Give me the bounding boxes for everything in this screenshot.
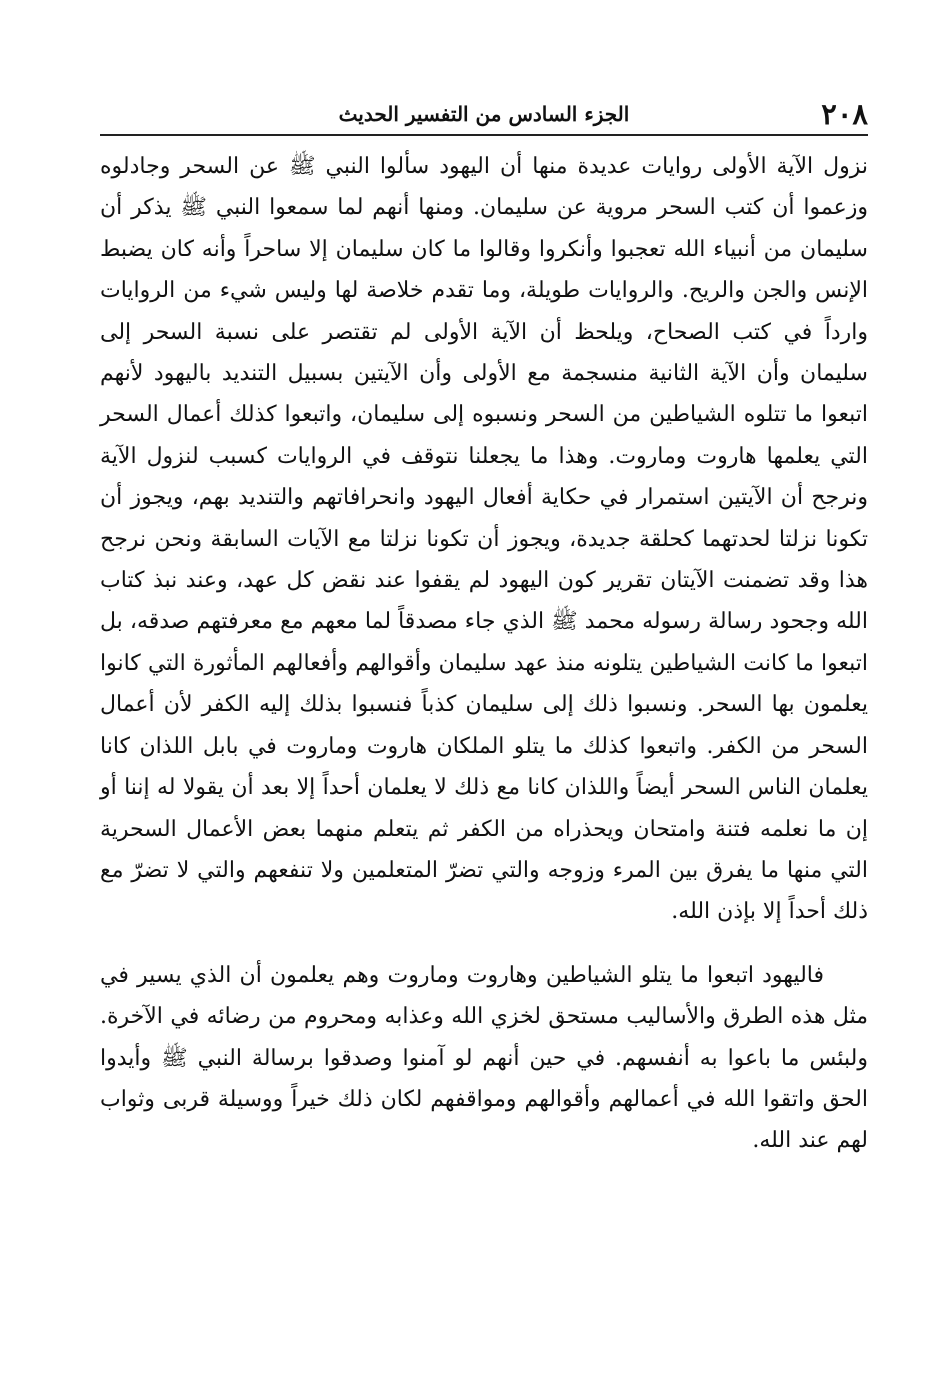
running-title: الجزء السادس من التفسير الحديث [338, 102, 630, 126]
body-text [100, 146, 868, 1162]
header-rule [100, 134, 868, 136]
page-header [100, 96, 868, 132]
page-number: ٢٠٨ [821, 97, 868, 131]
paragraph-2: فاليهود اتبعوا ما يتلو الشياطين وهاروت وماروت وهم يعلمون أن الذي يسير في مثل هذه الطرق والأساليب مستحق لخزي الله وعذابه ومحروم من رضائه في الآخرة. ولبئس ما باعوا به أنفسهم. في حين أنهم لو آمنوا وصدقوا برسالة النبي ﷺ وأيدوا الحق واتقوا الله في أعمالهم وأقوالهم ومواقفهم لكان ذلك خيراً ووسيلة قربى وثواب لهم عند الله. [100, 962, 868, 1154]
paragraph-1: نزول الآية الأولى روايات عديدة منها أن اليهود سألوا النبي ﷺ عن السحر وجادلوه وزعموا أن كتب السحر مروية عن سليمان. ومنها أنهم لما سمعوا النبي ﷺ يذكر أن سليمان من أنبياء الله تعجبوا وأنكروا وقالوا ما كان سليمان إلا ساحراً وأنه كان يضبط الإنس والجن والريح. والروايات طويلة، وما تقدم خلاصة لها وليس شيء من الروايات وارداً في كتب الصحاح، ويلحظ أن الآية الأولى لم تقتصر على نسبة السحر إلى سليمان وأن الآية الثانية منسجمة مع الأولى وأن الآيتين بسبيل التنديد باليهود لأنهم اتبعوا ما تتلوه الشياطين من السحر ونسبوه إلى سليمان، واتبعوا كذلك أعمال السحر التي يعلمها هاروت وماروت. وهذا ما يجعلنا نتوقف في الروايات كسبب لنزول الآية ونرجح أن الآيتين استمرار في حكاية أفعال اليهود وانحرافاتهم والتنديد بهم، ويجوز أن تكونا نزلتا لحدتهما كحلقة جديدة، ويجوز أن تكونا نزلتا مع الآيات السابقة ونحن نرجح هذا وقد تضمنت الآيتان تقرير كون اليهود لم يقفوا عند نقض كل عهد، وعند نبذ كتاب الله وجحود رسالة رسوله محمد ﷺ الذي جاء مصدقاً لما معهم مع معرفتهم صدقه، بل اتبعوا ما كانت الشياطين يتلونه منذ عهد سليمان وأقوالهم وأفعالهم المأثورة التي كانوا يعلمون بها السحر. ونسبوا ذلك إلى سليمان كذباً فنسبوا بذلك إليه الكفر لأن أعمال السحر من الكفر. واتبعوا كذلك ما يتلو الملكان هاروت وماروت في بابل اللذان كانا يعلمان الناس السحر أيضاً واللذان كانا مع ذلك لا يعلمان أحداً إلا بعد أن يقولا له إننا أو إن ما نعلمه فتنة وامتحان ويحذراه من الكفر ثم يتعلم منهما بعض الأعمال السحرية التي منها ما يفرق بين المرء وزوجه والتي تضرّ المتعلمين ولا تنفعهم والتي لا تضرّ مع ذلك أحداً إلا بإذن الله. [100, 154, 868, 925]
